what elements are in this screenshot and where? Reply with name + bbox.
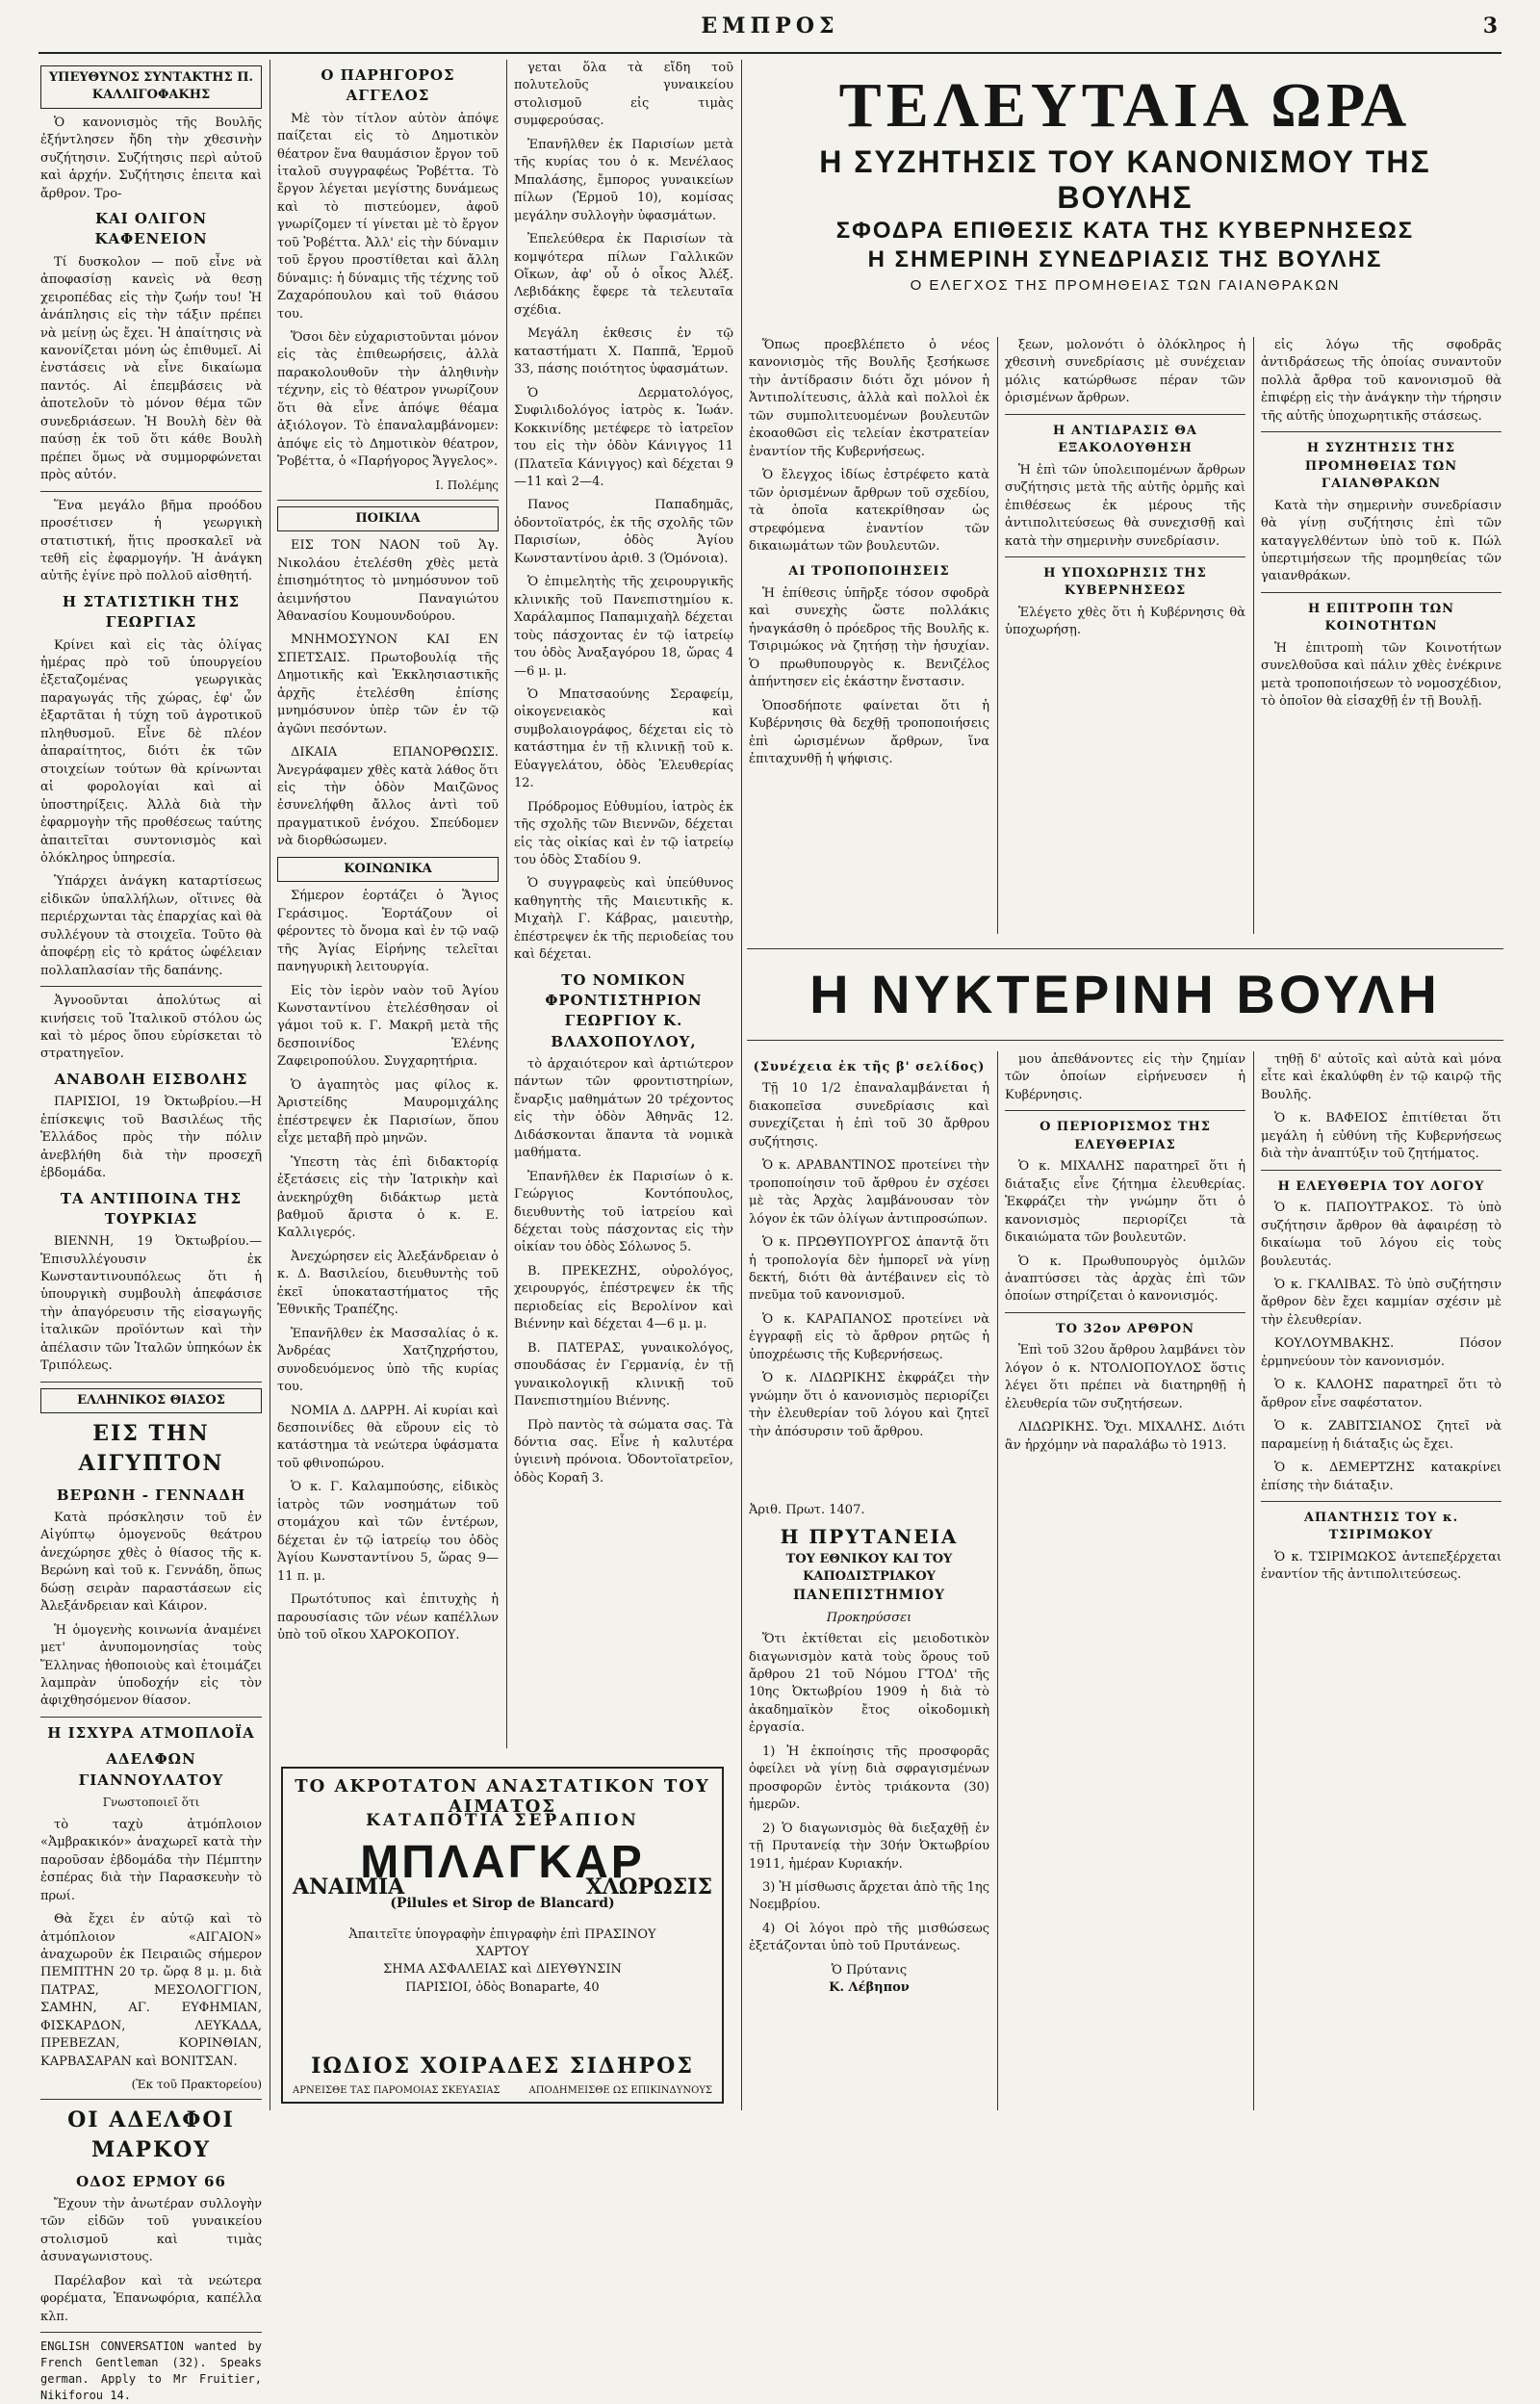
news-item: Ἐπανῆλθεν ἐκ Παρισίων ὁ κ. Γεώργιος Κοντόπουλος, διευθυντὴς τοῦ ἰατρείου καὶ δέχεται τοὺς πάσχοντας εἰς τὴν οἰκίαν του ὁδὸς Σόλωνος 5. (514, 1169, 733, 1255)
article-paragraph: Μὲ τὸν τίτλον αὐτὸν ἀπόψε παίζεται εἰς τὸ Δημοτικὸν θέατρον ἕνα θαυμάσιον ἔργον τοῦ ἰταλοῦ συγγραφέως Ῥοβέττα. Τὸ ἔργον λέγεται μεγίστης δυνάμεως καὶ τὸ πιστεύομεν, ἀφοῦ γνωρίζομεν τί γίνεται μὲ τὸ ἔργον τοῦ Ῥοβέττα. Ἀλλ' εἰς τὴν δύναμιν τοῦ ἔργου προστίθεται καὶ ἄλλη δύναμις: ἡ δύναμις τῆς τέχνης τοῦ Ζαχαρόπουλου καὶ τοῦ θιάσου του. (277, 111, 499, 322)
divider (40, 2332, 262, 2333)
article-heading: Η ΣΤΑΤΙΣΤΙΚΗ ΤΗΣ ΓΕΩΡΓΙΑΣ (62, 592, 241, 632)
article-paragraph: Κατὰ τὴν σημερινὴν συνεδρίασιν θὰ γίνῃ συζήτησις ἐπὶ τῶν καταγγελθέντων ὑπὸ τοῦ κ. Πώλ ὑπερτιμήσεων τῆς προμηθείας τῶν γαιανθράκων. (1261, 498, 1502, 584)
article-paragraph: Κρίνει καὶ εἰς τὰς ὀλίγας ἡμέρας πρὸ τοῦ ὑπουργείου ἐξεταζομένας γεωργικὰς παραγωγάς τῆς χώρας, ἐφ' ὧν ἐξαρτᾶται ἡ τύχη τοῦ ἀγροτικοῦ πληθυσμοῦ. Εἶνε δὲ πλέον ἀπαραίτητος, διότι ἐκ τῶν στοιχείων τούτων θὰ κρίνωνται αἱ φορολογίαι καὶ αἱ ὑποστηρίξεις. Ἀλλὰ διὰ τὴν ἐφαρμογὴν τῆς προθέσεως ταύτης ἀπαιτεῖται συντονισμὸς καὶ ὁλόκληρος ὑπηρεσία. (40, 637, 262, 866)
section-rule (747, 1040, 1503, 1041)
notice-paragraph: Ὅτι ἐκτίθεται εἰς μειοδοτικὸν διαγωνισμὸν κατὰ τοὺς ὅρους τοῦ ἄρθρου 21 τοῦ Νόμου ΓΤΟΔ' τῆς 10ης Ὀκτωβρίου 1909 ἡ διὰ τὸ ἀκαδημαϊκὸν ἔτος οἰκοδομικὴ ἐργασία. (749, 1632, 989, 1736)
ad-line: ΠΑΡΙΣΙΟΙ, ὁδὸς Bonaparte, 40 (405, 1979, 600, 1995)
divider (1005, 556, 1245, 557)
article-heading: ΑΠΑΝΤΗΣΙΣ ΤΟΥ κ. ΤΣΙΡΙΜΩΚΟΥ (1303, 1510, 1459, 1543)
last-hour-title: ΤΕΛΕΥΤΑΙΑ ΩΡΑ (838, 70, 1412, 141)
news-item: ΔΙΚΑΙΑ ΕΠΑΝΟΡΘΩΣΙΣ. Ἀνεγράφαμεν χθὲς κατὰ λάθος ὅτι εἰς τὴν ὁδὸν Μαιζῶνος ἐσυνελήφθη ἄλλος ἀντὶ τοῦ πραγματικοῦ ἐνόχου. Σπεύδομεν νὰ διορθώσωμεν. (277, 745, 499, 849)
news-item: Μεγάλη ἐκθεσις ἐν τῷ καταστήματι Χ. Παππᾶ, Ἑρμοῦ 33, πάσης ποιότητος ὑφασμάτων. (514, 326, 733, 377)
newspaper-title: ΕΜΠΡΟΣ (701, 13, 839, 39)
article-heading: Η ΕΛΕΥΘΕΡΙΑ ΤΟΥ ΛΟΓΟΥ (1277, 1178, 1485, 1194)
ad-footnote: ΑΠΟΔΗΜΕΙΣΘΕ ΩΣ ΕΠΙΚΙΝΔΥΝΟΥΣ (528, 2085, 712, 2096)
theatre-heading: ΕΛΛΗΝΙΚΟΣ ΘΙΑΣΟΣ (40, 1388, 262, 1413)
notice-subtitle: ΠΑΝΕΠΙΣΤΗΜΙΟΥ (792, 1587, 946, 1603)
divider (1005, 1110, 1245, 1111)
ad-right-word: ΧΛΩΡΩΣΙΣ (585, 1874, 712, 1900)
news-item: Πρόδρομος Εὐθυμίου, ἰατρὸς ἐκ τῆς σχολῆς τῶν Βιεννῶν, δέχεται εἰς τὰς οἰκίας καὶ ἐν τῷ ἰατρείῳ του ὁδὸς Σταδίου 9. (514, 799, 733, 868)
article-paragraph: Ἐπὶ τοῦ 32ου ἄρθρου λαμβάνει τὸν λόγον ὁ κ. ΝΤΟΛΙΟΠΟΥΛΟΣ ὅστις λέγει ὅτι πρέπει νὰ διατηρηθῇ ἡ ἐλευθερία τῶν συζητήσεων. (1005, 1343, 1245, 1411)
article-paragraph: Ὁ ἔλεγχος ἰδίως ἐστρέφετο κατὰ τῶν ὁρισμένων ἄρθρων τοῦ σχεδίου, τὰ ὁποῖα κατεκρίθησαν ὡς στρεφόμενα ἐναντίον τῶν δικαιωμάτων τῶν βουλευτῶν. (749, 468, 989, 554)
article-paragraph: τηθῇ δ' αὐτοῖς καὶ αὐτὰ καὶ μόνα εἶτε καὶ ἐκαλύφθη ἐν τῷ καιρῷ τῆς Βουλῆς. (1261, 1052, 1502, 1102)
divider (40, 2099, 262, 2100)
divider (40, 986, 262, 987)
article-paragraph: Ἐλέγετο χθὲς ὅτι ἡ Κυβέρνησις θὰ ὑποχωρήσῃ. (1005, 605, 1245, 638)
column-rule (1253, 1051, 1254, 2110)
article-paragraph: ξεων, μολονότι ὁ ὁλόκληρος ἡ χθεσινὴ συνεδρίασις μὲ συνέχειαν μόλις κατώρθωσε πέραν τῶν ὁρισμένων ἄρθρων. (1005, 338, 1245, 406)
article-paragraph: Ἡ ἐπίθεσις ὑπῆρξε τόσον σφοδρὰ καὶ συνεχὴς ὥστε πολλάκις ἠναγκάσθη ὁ πρόεδρος τῆς Βουλῆς κ. Τσιριμώκος νὰ ζητήσῃ τὴν ἡσυχίαν. Ὁ πρωθυπουργὸς κ. Βενιζέλος ἀπήντησεν εἰς ἑκάστην ἔνστασιν. (749, 585, 989, 690)
top-col-b (1005, 337, 1245, 934)
ad-bottom-band: ΙΩΔΙΟΣ ΧΟΙΡΑΔΕΣ ΣΙΔΗΡΟΣ (311, 2054, 694, 2079)
article-paragraph: Ὁ κ. ΜΙΧΑΛΗΣ παρατηρεῖ ὅτι ἡ διάταξις εἶνε ζήτημα ἐλευθερίας. Ἐκφράζει τὴν γνώμην ὅτι ὁ κανονισμὸς περιορίζει τὰ δικαιώματα τῶν βουλευτῶν. (1005, 1159, 1245, 1246)
university-notice (749, 1502, 989, 2108)
news-item: ΕΙΣ ΤΟΝ ΝΑΟΝ τοῦ Ἁγ. Νικολάου ἐτελέσθη χθὲς μετὰ ἐπισημότητος τὸ μνημόσυνον τοῦ ἀειμνήστου Παναγιώτου Ἀθανασίου Κουμουνδούρου. (277, 538, 499, 624)
ad-subheading: Γνωστοποιεῖ ὅτι (102, 1795, 200, 1809)
news-item: Πρὸ παντὸς τὰ σώματα σας. Τὰ δόντια σας. Εἶνε ἡ καλυτέρα ὑγιεινὴ πρόνοια. Ὁδοντοϊατρεῖον, ὁδὸς Κοραῆ 3. (514, 1417, 733, 1486)
article-paragraph: Ὁ κ. ΓΚΑΛΙΒΑΣ. Τὸ ὑπὸ συζήτησιν ἄρθρον δὲν ἔχει καμμίαν σχέσιν μὲ τὴν ἐλευθερίαν. (1261, 1277, 1502, 1328)
notice-announce: Προκηρύσσει (826, 1610, 912, 1625)
ad-footnote: ΑΡΝΕΙΣΘΕ ΤΑΣ ΠΑΡΟΜΟΙΑΣ ΣΚΕΥΑΣΙΑΣ (293, 2085, 500, 2096)
article-paragraph: Ἀγνοοῦνται ἀπολύτως αἱ κινήσεις τοῦ Ἰταλικοῦ στόλου ὡς καὶ τὸ μέρος ὅπου εὑρίσκεται τὸ στρατηγεῖον. (40, 994, 262, 1062)
ad-paragraph: Ἔχουν τὴν ἀνωτέραν συλλογὴν τῶν εἰδῶν τοῦ γυναικείου στολισμοῦ καὶ τιμὰς ἀσυναγωνιστους. (40, 2196, 262, 2265)
column-rule (741, 60, 742, 2110)
column-2 (277, 60, 499, 1748)
section-rule (747, 948, 1503, 949)
article-paragraph: Ὁ κ. ΠΑΠΟΥΤΡΑΚΟΣ. Τὸ ὑπὸ συζήτησιν ἄρθρον θὰ ἀφαιρέσῃ τὸ δικαίωμα τοῦ λόγου εἰς τοὺς βουλευτάς. (1261, 1201, 1502, 1269)
news-item: Β. ΠΡΕΚΕΖΗΣ, οὐρολόγος, χειρουργός, ἐπέστρεψεν ἐκ τῆς περιοδείας εἰς Βερολίνον καὶ Βιέννην καὶ δέχεται 4—6 μ. μ. (514, 1263, 733, 1332)
ad-line: ΣΗΜΑ ΑΣΦΑΛΕΙΑΣ καὶ ΔΙΕΥΘΥΝΣΙΝ (383, 1962, 622, 1977)
news-item: Σήμερον ἑορτάζει ὁ Ἅγιος Γεράσιμος. Ἑορτάζουν οἱ φέροντες τὸ ὄνομα καὶ ἐν τῷ ναῷ τῆς Ἁγίας Εἰρήνης τελεῖται πανηγυρικὴ λειτουργία. (277, 889, 499, 975)
news-item: Ἐπανῆλθεν ἐκ Παρισίων μετὰ τῆς κυρίας του ὁ κ. Μενέλαος Μπαλάσης, ἔμπορος γυναικείων πίλων (Ἑρμοῦ 10), κομίσας μεγάλην συλλογὴν ὑφασμάτων. (514, 137, 733, 223)
article-paragraph: μου ἀπεθάνοντες εἰς τὴν ζημίαν τῶν ὁποίων εἰρήνευσεν ἡ Κυβέρνησις. (1005, 1052, 1245, 1102)
column-1 (40, 60, 262, 2403)
news-item: Β. ΠΑΤΕΡΑΣ, γυναικολόγος, σπουδάσας ἐν Γερμανίᾳ, ἐν τῇ γυναικολογικῇ κλινικῇ τοῦ Πανεπιστημίου Βιέννης. (514, 1340, 733, 1409)
notice-paragraph: 2) Ὁ διαγωνισμὸς θὰ διεξαχθῇ ἐν τῇ Πρυτανείᾳ τὴν 30ήν Ὀκτωβρίου 1911, ἡμέραν Κυριακήν. (749, 1821, 989, 1872)
night-col-c (1261, 1051, 1502, 2110)
article-paragraph: ΒΙΕΝΝΗ, 19 Ὀκτωβρίου.—Ἐπισυλλέγουσιν ἐκ Κωνσταντινουπόλεως ὅτι ἡ ὑπουργικὴ συμβουλὴ ἀπεφάσισε τὴν ἀπαγόρευσιν τῆς εἰσαγωγῆς ἰταλικῶν προϊόντων καὶ τὴν ἀπέλασιν τῶν Ἰταλῶν ὑπηκόων ἐκ Τριπόλεως. (40, 1234, 262, 1374)
article-paragraph: Ὁ κ. Πρωθυπουργὸς ὁμιλῶν ἀναπτύσσει τὰς ἀρχὰς ἐπὶ τῶν ὁποίων στηρίζεται ὁ κανονισμός. (1005, 1254, 1245, 1305)
page-number: 3 (1482, 13, 1498, 39)
article-paragraph: ΛΙΔΩΡΙΚΗΣ. Ὄχι. ΜΙΧΑΛΗΣ. Διότι ἂν ἠρχόμην νὰ παραλάβω τὸ 1913. (1005, 1420, 1245, 1453)
column-rule (997, 1051, 998, 2110)
article-heading: Ο ΠΑΡΗΓΟΡΟΣ ΑΓΓΕΛΟΣ (321, 66, 455, 105)
column-rule (506, 60, 507, 1748)
ad-line: Ἀπαιτεῖτε ὑπογραφὴν ἐπιγραφὴν ἐπὶ ΠΡΑΣΙΝΟΥ ΧΑΡΤΟΥ (348, 1927, 656, 1960)
notice-paragraph: 4) Οἱ λόγοι πρὸ τῆς μισθώσεως ἐξετάζονται ὑπὸ τοῦ Πρυτάνεως. (749, 1921, 989, 1954)
ad-heading: ΑΔΕΛΦΩΝ ΓΙΑΝΝΟΥΛΑΤΟΥ (78, 1750, 224, 1789)
news-item: Ἀνεχώρησεν εἰς Ἀλεξάνδρειαν ὁ κ. Δ. Βασιλείου, διευθυντὴς τοῦ ἐκεῖ ὑποκαταστήματος τῆς Ἐθνικῆς Τραπέζης. (277, 1249, 499, 1318)
notice-paragraph: 3) Ἡ μίσθωσις ἄρχεται ἀπὸ τῆς 1ης Νοεμβρίου. (749, 1879, 989, 1913)
divider (1261, 1170, 1502, 1171)
column-rule (997, 337, 998, 934)
article-heading: Η ΕΠΙΤΡΟΠΗ ΤΩΝ ΚΟΙΝΟΤΗΤΩΝ (1307, 601, 1455, 634)
divider (277, 500, 499, 501)
article-heading: ΤΑ ΑΝΤΙΠΟΙΝΑ ΤΗΣ ΤΟΥΡΚΙΑΣ (60, 1189, 243, 1228)
theatre-title: ΕΙΣ ΤΗΝ ΑΙΓΥΠΤΟΝ (78, 1421, 224, 1477)
ad-paragraph: Παρέλαβον καὶ τὰ νεώτερα φορέματα, Ἐπανωφόρια, καπέλλα κλπ. (40, 2273, 262, 2324)
news-item: Ὁ κ. Γ. Καλαμπούσης, εἰδικὸς ἰατρὸς τῶν νοσημάτων τοῦ στομάχου καὶ τῶν ἐντέρων, δέχεται ἐν τῷ ἰατρείῳ του ὁδὸς Ἀγίου Κωνσταντίνου 5, ὥρας 9—11 π. μ. (277, 1480, 499, 1584)
news-item: ΝΟΜΙΑ Δ. ΔΑΡΡΗ. Αἱ κυρίαι καὶ δεσποινίδες θὰ εὕρουν εἰς τὸ κατάστημα τὰ νεώτερα ὑφάσματα τοῦ φθινοπώρου. (277, 1403, 499, 1471)
divider (40, 1717, 262, 1718)
notice-paragraph: 1) Ἡ ἐκποίησις τῆς προσφορᾶς ὀφείλει νὰ γίνῃ διὰ σφραγισμένων προσφορῶν ἐντὸς τριάκοντα (30) ἡμερῶν. (749, 1744, 989, 1813)
news-item: Ἐπανῆλθεν ἐκ Μασσαλίας ὁ κ. Ἀνδρέας Χατζηχρήστου, συνοδευόμενος ὑπὸ τῆς κυρίας του. (277, 1326, 499, 1395)
divider (1005, 414, 1245, 415)
blancard-advertisement (281, 1767, 724, 2104)
divider (1261, 1501, 1502, 1502)
notice-signature: Κ. Λέβηπον (829, 1980, 910, 1996)
news-item: γεται ὅλα τὰ εἴδη τοῦ πολυτελοῦς γυναικείου στολισμοῦ εἰς τιμὰς συμφερούσας. (514, 61, 733, 129)
article-paragraph: Ὁ κ. ΚΑΛΟΗΣ παρατηρεῖ ὅτι τὸ ἄρθρον εἶνε σαφέστατον. (1261, 1378, 1502, 1410)
protocol-number: Ἀριθ. Πρωτ. 1407. (749, 1503, 865, 1517)
headline-1: Η ΣΥΖΗΤΗΣΙΣ ΤΟΥ ΚΑΝΟΝΙΣΜΟΥ ΤΗΣ ΒΟΥΛΗΣ (819, 144, 1431, 215)
article-heading: Ο ΠΕΡΙΟΡΙΣΜΟΣ ΤΗΣ ΕΛΕΥΘΕΡΙΑΣ (1040, 1120, 1211, 1152)
divider (1261, 592, 1502, 593)
article-paragraph: Ὁ κ. ΚΑΡΑΠΑΝΟΣ προτείνει νὰ ἐγγραφῇ εἰς τὸ ἄρθρον ρητῶς ἡ ὑποχρέωσις τῆς Κυβερνήσεως. (749, 1311, 989, 1362)
news-item: Εἰς τὸν ἱερὸν ναὸν τοῦ Ἁγίου Κωνσταντίνου ἐτελέσθησαν οἱ γάμοι τοῦ κ. Γ. Μακρῆ μετὰ τῆς δεσποινίδος Ἑλένης Ζαφειροπούλου. Συγχαρητήρια. (277, 983, 499, 1070)
news-item: ΜΝΗΜΟΣΥΝΟΝ ΚΑΙ ΕΝ ΣΠΕΤΣΑΙΣ. Πρωτοβουλίᾳ τῆς Δημοτικῆς καὶ Ἐκκλησιαστικῆς ἀρχῆς ἐτελέσθη ἐπίσης μνημόσυνον ὑπὲρ τῶν ἐν τῷ ἀγῶνι πεσόντων. (277, 633, 499, 737)
ad-left-word: ΑΝΑΙΜΙΑ (293, 1874, 405, 1900)
article-paragraph: Ὁ κ. ΤΣΙΡΙΜΩΚΟΣ ἀντεπεξέρχεται ἐναντίον τῆς ἀντιπολιτεύσεως. (1261, 1549, 1502, 1583)
article-paragraph: Ὁ κ. ΒΑΦΕΙΟΣ ἐπιτίθεται ὅτι μεγάλη ἡ εὐθύνη τῆς Κυβερνήσεως διὰ τὴν ἀναπτύξιν τοῦ ζητήματος. (1261, 1111, 1502, 1162)
night-col-a (749, 1051, 989, 1485)
news-item: Ὁ ἀγαπητὸς μας φίλος κ. Ἀριστείδης Μαυρομιχάλης ἐπέστρεψεν ἐκ Παρισίων, ὅπου εἶχε μεταβῆ πρὸ μηνῶν. (277, 1077, 499, 1147)
article-paragraph: ΠΑΡΙΣΙΟΙ, 19 Ὀκτωβρίου.—Η ἐπίσκεψις τοῦ Βασιλέως τῆς Ἑλλάδος πρὸς τὴν πόλιν ἀνεβλήθη διὰ τὴν προσεχῆ ἑβδομάδα. (40, 1095, 262, 1181)
divider (40, 1382, 262, 1383)
article-paragraph: Ὁ κ. ΔΕΜΕΡΤΖΗΣ κατακρίνει ἐπίσης τὴν διάταξιν. (1261, 1460, 1502, 1493)
headline-2: ΣΦΟΔΡΑ ΕΠΙΘΕΣΙΣ ΚΑΤΑ ΤΗΣ ΚΥΒΕΡΝΗΣΕΩΣ (835, 218, 1415, 244)
masthead (38, 13, 1502, 54)
article-paragraph: Ὁ κ. ΑΡΑΒΑΝΤΙΝΟΣ προτείνει τὴν τροποποίησιν τοῦ ἄρθρου ἐν σχέσει μὲ τὰς Ἀρχὰς λαμβάνουσαν τὸν λόγον ἐκ τῶν ὀλίγων ἀντιπροσώπων. (749, 1158, 989, 1227)
article-paragraph: Ἡ ἐπὶ τῶν ὑπολειπομένων ἄρθρων συζήτησις μετὰ τῆς αὐτῆς ὁρμῆς καὶ ἐπιθέσεως ἐκ μέρους τῆς ἀντιπολιτεύσεως θὰ συνεχισθῇ καὶ κατὰ τὴν σημερινὴν συνεδρίασιν. (1005, 462, 1245, 549)
headline-4: Ο ΕΛΕΓΧΟΣ ΤΗΣ ΠΡΟΜΗΘΕΙΑΣ ΤΩΝ ΓΑΙΑΝΘΡΑΚΩΝ (910, 277, 1341, 294)
section-heading: ΚΟΙΝΩΝΙΚΑ (277, 857, 499, 882)
article-paragraph: Ἡ ἐπιτροπὴ τῶν Κοινοτήτων συνελθοῦσα καὶ πάλιν χθὲς ἐνέκρινε μετὰ τροποποιήσεων τὸ νομοσχέδιον, τὸ ὁποῖον θὰ εἰσαχθῇ ἐν τῇ Βουλῇ. (1261, 640, 1502, 710)
news-item: Πρωτότυπος καὶ ἐπιτυχὴς ἡ παρουσίασις τῶν νέων καπέλλων ὑπὸ τοῦ οἴκου ΧΑΡΟΚΟΠΟΥ. (277, 1592, 499, 1642)
article-paragraph: Ὁ κ. ΠΡΩΘΥΠΟΥΡΓΟΣ ἀπαντᾷ ὅτι ἡ τροπολογία δὲν ἠμπορεῖ νὰ γίνῃ δεκτή, διότι θὰ ἀντέβαινεν εἰς τὸ πνεῦμα τοῦ κανονισμοῦ. (749, 1235, 989, 1304)
section-heading: ΠΟΙΚΙΛΑ (277, 506, 499, 531)
ad-top-line: ΚΑΤΑΠΟΤΙΑ ΣΕΡΑΠΙΟΝ (366, 1811, 639, 1830)
article-heading: Η ΣΥΖΗΤΗΣΙΣ ΤΗΣ ΠΡΟΜΗΘΕΙΑΣ ΤΩΝ ΓΑΙΑΝΘΡΑΚΩΝ (1304, 441, 1458, 492)
article-heading: Η ΑΝΤΙΔΡΑΣΙΣ ΘΑ ΕΞΑΚΟΛΟΥΘΗΣΗ (1053, 423, 1197, 456)
article-paragraph: Τῇ 10 1/2 ἐπαναλαμβάνεται ἡ διακοπεῖσα συνεδρίασις καὶ συνεχίζεται ἡ ἐπὶ τοῦ 30 ἄρθρου συζήτησις. (749, 1081, 989, 1150)
article-paragraph: Ὁποσδήποτε φαίνεται ὅτι ἡ Κυβέρνησις θὰ δεχθῇ τροποποιήσεις ἐπὶ ὡρισμένων ἄρθρων, ἵνα ἐπιταχυνθῇ ἡ ψήφισις. (749, 698, 989, 766)
headline-3: Η ΣΗΜΕΡΙΝΗ ΣΥΝΕΔΡΙΑΣΙΣ ΤΗΣ ΒΟΥΛΗΣ (867, 246, 1383, 272)
ad-paragraph: τὸ ταχὺ ἀτμόπλοιον «Ἀμβρακικόν» ἀναχωρεῖ κατὰ τὴν παροῦσαν ἑβδομάδα τὴν Πέμπτην ἐσπέρας διὰ τὴν Παρασκευὴν τὸ πρωί. (40, 1817, 262, 1903)
article-paragraph: Ὑπάρχει ἀνάγκη καταρτίσεως εἰδικῶν ὑπαλλήλων, οἵτινες θὰ περιέρχωνται τὰς ἐπαρχίας καὶ θὰ συλλέγουν τὰ στοιχεῖα. Τοῦτο θὰ ἀποφέρῃ εἰς τὸ κράτος ὠφέλειαν πολλαπλασίαν τῆς δαπάνης. (40, 874, 262, 978)
article-heading: ΤΟ ΝΟΜΙΚΟΝ ΦΡΟΝΤΙΣΤΗΡΙΟΝ ΓΕΩΡΓΙΟΥ Κ. ΒΛΑΧΟΠΟΥΛΟΥ, (545, 970, 703, 1050)
article-paragraph: Ἡ ὁμογενὴς κοινωνία ἀναμένει μετ' ἀνυπομονησίας τοὺς Ἕλληνας ἠθοποιοὺς καὶ ἐτοιμάζει λαμπρὰν ὑποδοχήν εἰς τὸν ἀφιχθησόμενον θίασον. (40, 1622, 262, 1709)
ad-subtitle: (Pilules et Sirop de Blancard) (390, 1896, 615, 1911)
article-heading: ΚΑΙ ΟΛΙΓΟΝ ΚΑΦΕΝΕΙΟΝ (94, 210, 208, 248)
shop-name: ΟΙ ΑΔΕΛΦΟΙ ΜΑΡΚΟΥ (67, 2107, 235, 2163)
notice-title: Η ΠΡΥΤΑΝΕΙΑ (780, 1525, 959, 1549)
ad-body (341, 1926, 664, 1997)
article-paragraph: Κατὰ πρόσκλησιν τοῦ ἐν Αἰγύπτῳ ὁμογενοῦς θεάτρου ἀνεχώρησε χθὲς ὁ θίασος τῆς κ. Βερώνη καὶ τοῦ κ. Γεννάδη, ὅπως δώσῃ σειρὰν παραστάσεων εἰς Ἀλεξάνδρειαν καὶ Κάιρον. (40, 1510, 262, 1615)
article-heading: ΑΙ ΤΡΟΠΟΠΟΙΗΣΕΙΣ (788, 564, 950, 580)
news-item: Ὑπεστη τὰς ἐπὶ διδακτορίᾳ ἐξετάσεις εἰς τὴν Ἰατρικὴν καὶ ἀνεκηρύχθη διδάκτωρ μετὰ βαθμοῦ ἄριστα ὁ κ. Ε. Καλλιγερός. (277, 1154, 499, 1241)
news-item: Πανος Παπαδημᾶς, ὀδοντοϊατρός, ἐκ τῆς σχολῆς τῶν Παρισίων, ὁδὸς Ἀγίου Κωνσταντίνου ἀριθ. 3 (Ὁμόνοια). (514, 498, 733, 566)
ad-paragraph: Θὰ ἔχει ἐν αὐτῷ καὶ τὸ ἀτμόπλοιον «ΑΙΓΑΙΟΝ» ἀναχωροῦν ἐκ Πειραιῶς σήμερον ΠΕΜΠΤΗΝ 20 τρ. ὥρᾳ 8 μ. μ. διὰ ΠΑΤΡΑΣ, ΜΕΣΟΛΟΓΓΙΟΝ, ΣΑΜΗΝ, ΑΓ. ΕΥΦΗΜΙΑΝ, ΦΙΣΚΑΡΔΟΝ, ΛΕΥΚΑΔΑ, ΠΡΕΒΕΖΑΝ, ΚΟΡΙΝΘΙΑΝ, ΚΑΡΒΑΣΑΡΑΝ καὶ ΒΟΝΙΤΣΑΝ. (40, 1912, 262, 2069)
article-paragraph: Ὁ κανονισμὸς τῆς Βουλῆς ἐξήντλησεν ἤδη τὴν χθεσινὴν συζήτησιν. Συζήτησις περὶ αὐτοῦ καὶ ἀρχήν. Συζήτησις ἐπειτα καὶ ἄρθρον. Τρο- (40, 115, 262, 201)
english-ad: ENGLISH CONVERSATION wanted by French Gentleman (32). Speaks german. Apply to Mr Fruitier, Nikiforou 14. (40, 2339, 262, 2403)
news-item: Ἐπελεύθερα ἐκ Παρισίων τὰ κομψότερα πίλων Γαλλικῶν Οἴκων, ἀφ' οὗ ὁ οἶκος Ἀλέξ. Λεβιδάκης ἔφερε τὰ τελευταῖα σχέδια. (514, 232, 733, 318)
article-heading: ΑΝΑΒΟΛΗ ΕΙΣΒΟΛΗΣ (54, 1070, 248, 1088)
top-col-c (1261, 337, 1502, 934)
editor-line: ΥΠΕΥΘΥΝΟΣ ΣΥΝΤΑΚΤΗΣ Π. ΚΑΛΛΙΓΟΦΑΚΗΣ (40, 65, 262, 109)
night-col-b (1005, 1051, 1245, 2110)
article-paragraph: Τί δυσκολον — ποῦ εἶνε νὰ ἀποφασίσῃ κανεὶς νὰ θεσῃ χειροπέδας εἰς τὴν ζωήν του! Ἡ ἀνάπλησις εἰς τὴν τάξιν πρέπει νὰ μείνῃ ὡς ἔχει. Ἡ ἀπαίτησις νὰ κανονίζεται μόνη ὡς ἐπιθυμεῖ. Αἱ ἐνστάσεις νὰ εἶνε δικαίωμα παντός. Αἱ ἐπεμβάσεις νὰ ἀποτελοῦν τὸ μόνον θέμα τῶν συνεδριάσεων. Ἡ Βουλὴ δὲν θὰ παύσῃ ἐκ τοῦ ὅτι κάθε Βουλὴ πρέπει ὅμως νὰ συμμορφώνεται πρὸς αὐτόν. (40, 254, 262, 483)
column-rule (1253, 337, 1254, 934)
article-paragraph: εἰς λόγω τῆς σφοδρᾶς ἀντιδράσεως τῆς ὁποίας συναντοῦν πολλὰ ἄρθρα τοῦ κανονισμοῦ θὰ ἐπιφέρῃ εἰς τὴν ἀνάγκην τὴν τήρησιν τῆς αὐτῆς ὑποχωρητικῆς στάσεως. (1261, 338, 1502, 424)
news-item: Ὁ ἐπιμελητὴς τῆς χειρουργικῆς κλινικῆς τοῦ Πανεπιστημίου κ. Χαράλαμπος Παπαμιχαὴλ δέχεται τοὺς πάσχοντας ἐν τῷ ἰατρείῳ του ὁδὸς Ἀναξαγόρου 18, ὥρας 4—6 μ. μ. (514, 575, 733, 679)
night-parliament-section (747, 963, 1503, 1025)
article-paragraph: Ἕνα μεγάλο βῆμα προόδου προσέτισεν ἡ γεωργικὴ στατιστική, ἥτις προσκαλεῖ νὰ τεθῆ εἰς ἐφαρμογήν. Ἡ ἀνάγκη αὐτῆς ἐγίνε πρὸ πολλοῦ αἰσθητή. (40, 498, 262, 584)
notice-signature: Ὁ Πρύτανις (831, 1962, 908, 1977)
news-item: Ὁ Μπατσαούνης Σεραφείμ, οἰκογενειακὸς καὶ συμβολαιογράφος, δέχεται εἰς τὸ κατάστημα ἐν τῇ κλινικῇ τοῦ κ. Εὐαγγελάτου, ὁδὸς Ἐλευθερίας 12. (514, 686, 733, 791)
divider (40, 491, 262, 492)
article-signature: Ι. Πολέμης (435, 478, 499, 492)
article-paragraph: Ὁ κ. ΛΙΔΩΡΙΚΗΣ ἐκφράζει τὴν γνώμην ὅτι ὁ κανονισμὸς περιορίζει τὴν ἐλευθερίαν τοῦ λόγου καὶ ζητεῖ τὴν ἀπόσυρσιν τοῦ ἄρθρου. (749, 1371, 989, 1439)
top-col-a (749, 337, 989, 934)
article-paragraph: ΚΟΥΛΟΥΜΒΑΚΗΣ. Πόσον ἐρμηνεύουν τὸν κανονισμόν. (1261, 1336, 1502, 1369)
notice-subtitle: ΤΟΥ ΕΘΝΙΚΟΥ ΚΑΙ ΤΟΥ ΚΑΠΟΔΙΣΤΡΙΑΚΟΥ (785, 1551, 953, 1585)
ad-signature: (Ἐκ τοῦ Πρακτορείου) (131, 2078, 262, 2092)
article-heading: Η ΥΠΟΧΩΡΗΣΙΣ ΤΗΣ ΚΥΒΕΡΝΗΣΕΩΣ (1043, 565, 1207, 599)
article-paragraph: Ὅπως προεβλέπετο ὁ νέος κανονισμὸς τῆς Βουλῆς ξεσήκωσε τὴν ἀντίδρασιν διότι ὄχι μόνον ἡ Ἀντιπολίτευσις, ἀλλὰ καὶ πολλοὶ ἐκ τῶν συμπολιτευομένων βουλευτῶν ἐκοαοθῶσι εἰς τελείαν ἐκστρατείαν ἐναντίον τῆς Κυβερνήσεως. (749, 338, 989, 459)
night-parliament-title: Η ΝΥΚΤΕΡΙΝΗ ΒΟΥΛΗ (809, 964, 1441, 1024)
column-3 (514, 60, 733, 1748)
article-heading: ΤΟ 32ον ΑΡΘΡΟΝ (1056, 1321, 1194, 1336)
divider (1005, 1312, 1245, 1313)
ad-arc-text: ΤΟ ΑΚΡΟΤΑΤΟΝ ΑΝΑΣΤΑΤΙΚΟΝ ΤΟΥ ΑΙΜΑΤΟΣ (295, 1776, 710, 1817)
article-paragraph: Ὅσοι δὲν εὐχαριστοῦνται μόνον εἰς τὰς ἐπιθεωρήσεις, ἀλλὰ παρακολουθοῦν τὴν ἀληθινὴν τέχνην, εἰς τὸ θέατρον γνωρίζουν ὅτι θὰ εἶνε ἀπόψε θέαμα ἀξιόλογον. Τὸ ἐπαναλαμβάνομεν: ἀπόψε εἰς τὸ Δημοτικὸν θέατρον, Ῥοβέττα, ὁ «Παρήγορος Ἄγγελος». (277, 330, 499, 470)
shop-address: ΟΔΟΣ ΕΡΜΟΥ 66 (76, 2172, 226, 2190)
continuation-note: (Συνέχεια ἐκ τῆς β' σελίδος) (753, 1060, 986, 1074)
article-paragraph: Ὁ κ. ΖΑΒΙΤΣΙΑΝΟΣ ζητεῖ νὰ παραμείνῃ ἡ διάταξις ὡς ἔχει. (1261, 1419, 1502, 1452)
ad-brand: ΜΠΛΑΓΚΑΡ (360, 1837, 645, 1888)
theatre-subtitle: ΒΕΡΩΝΗ - ΓΕΝΝΑΔΗ (56, 1486, 246, 1504)
news-item: Ὁ Δερματολόγος, Συφιλιδολόγος ἰατρὸς κ. Ἰωάν. Κοκκινίδης μετέφερε τὸ ἰατρεῖον του εἰς τὴν ὁδὸν Κάνιγγος 11 (Πλατεῖα Κάνιγγος) καὶ δέχεται 9—11 καὶ 2—4. (514, 385, 733, 489)
ad-heading: Η ΙΣΧΥΡΑ ΑΤΜΟΠΛΟΪΑ (47, 1723, 255, 1742)
news-item: Ὁ συγγραφεὺς καὶ ὑπεύθυνος καθηγητὴς τῆς Μαιευτικῆς κ. Μιχαὴλ Γ. Κάβρας, μαιευτὴρ, ἐπέστρεψεν ἐκ τῆς περιοδείας του καὶ δέχεται. (514, 876, 733, 963)
news-item: τὸ ἀρχαιότερον καὶ ἀρτιώτερον πάντων τῶν φροντιστηρίων, ἔναρξις μαθημάτων 20 τρέχοντος εἰς τὴν ὁδὸν Ἀθηνᾶς 12. Διδάσκονται ἅπαντα τὰ νομικὰ μαθήματα. (514, 1056, 733, 1161)
divider (1261, 431, 1502, 432)
